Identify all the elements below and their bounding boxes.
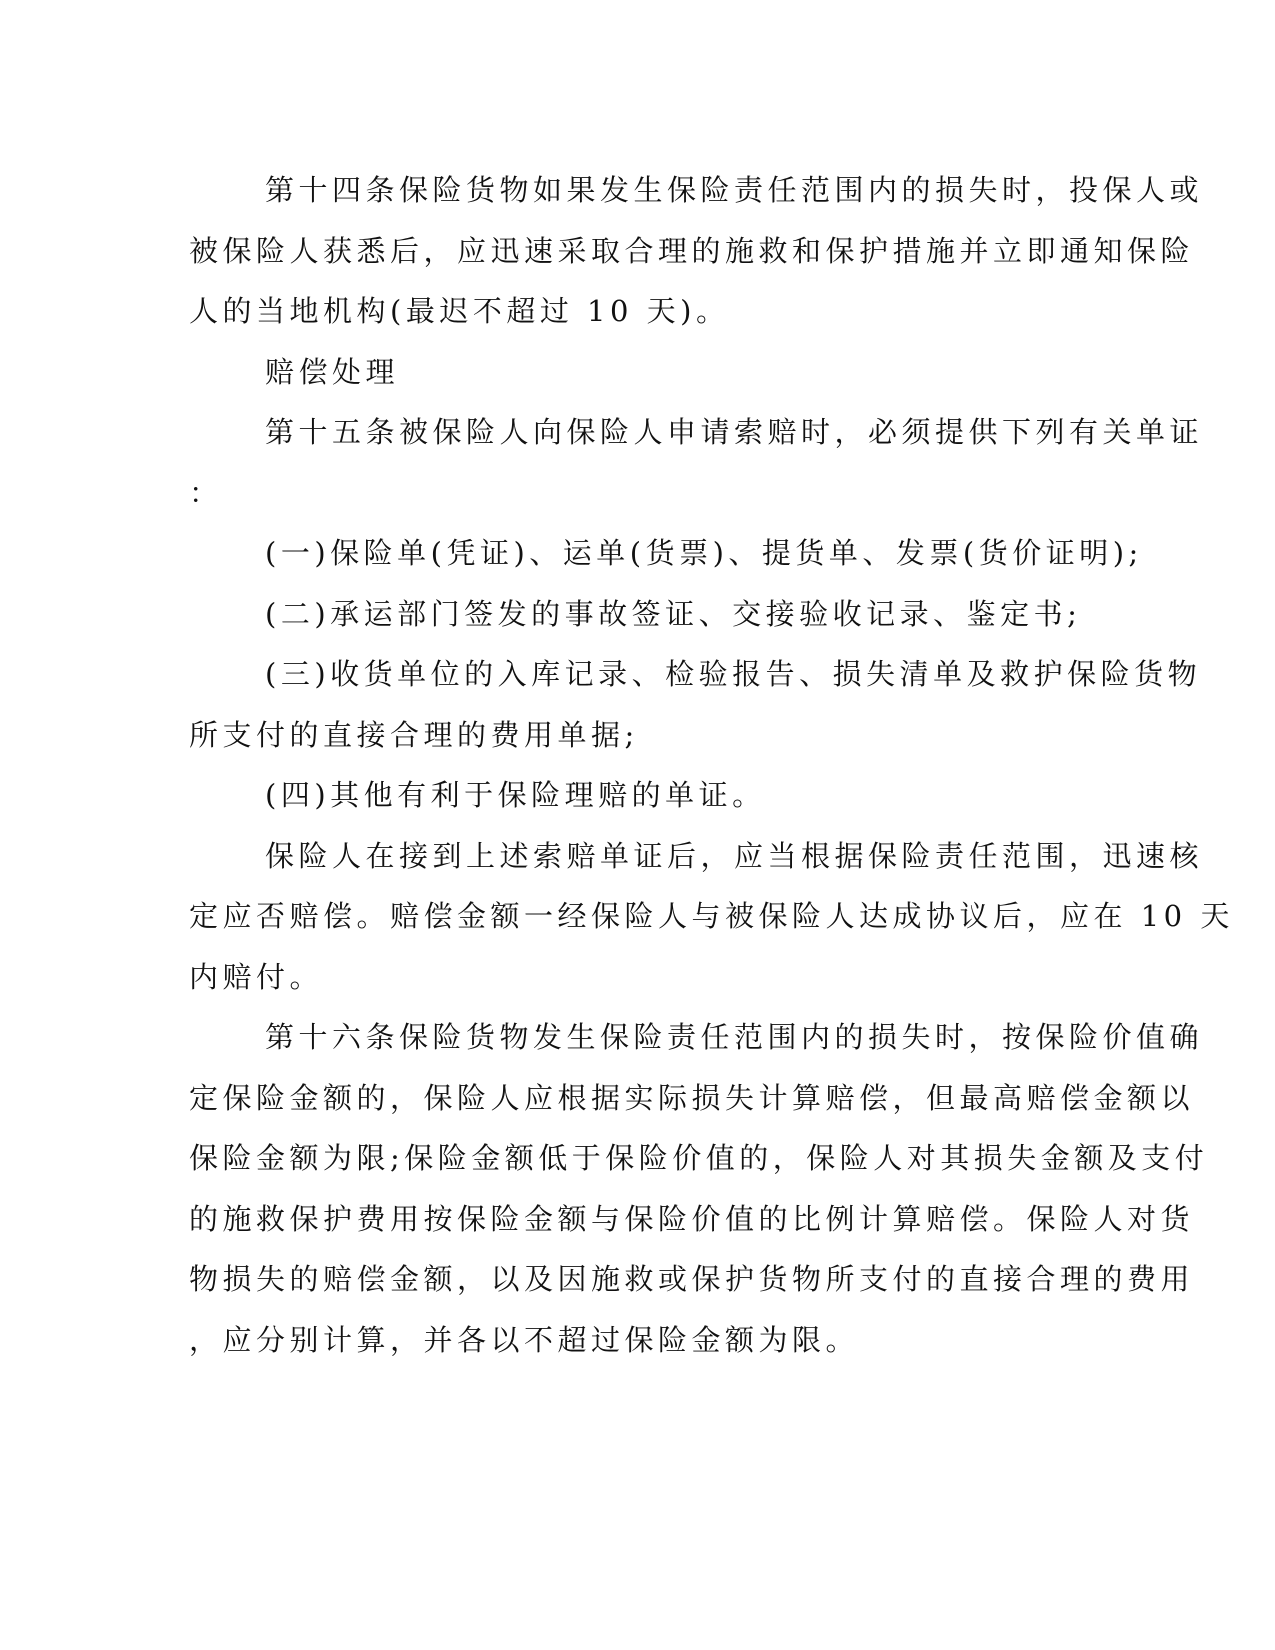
- list-item: (二)承运部门签发的事故签证、交接验收记录、鉴定书;: [265, 596, 1082, 631]
- text-line: 定应否赔偿。赔偿金额一经保险人与被保险人达成协议后，应在 10 天: [189, 899, 1234, 933]
- document-body: [189, 160, 1234, 1370]
- text-line: 第十六条保险货物发生保险责任范围内的损失时，按保险价值确: [265, 1020, 1204, 1054]
- text-line: 人的当地机构(最迟不超过 10 天)。: [189, 294, 730, 328]
- section-heading: 赔偿处理: [265, 354, 400, 389]
- text-line: 物损失的赔偿金额，以及因施救或保护货物所支付的直接合理的费用: [189, 1262, 1195, 1296]
- list-item: (三)收货单位的入库记录、检验报告、损失清单及救护保险货物: [265, 657, 1202, 691]
- text-line: 保险金额为限;保险金额低于保险价值的，保险人对其损失金额及支付: [189, 1141, 1209, 1175]
- list-item-continuation: 所支付的直接合理的费用单据;: [189, 717, 639, 752]
- list-item: (四)其他有利于保险理赔的单证。: [265, 778, 766, 812]
- text-line: 被保险人获悉后，应迅速采取合理的施救和保护措施并立即通知保险: [189, 233, 1195, 268]
- text-line: ：: [189, 475, 223, 510]
- text-line: ，应分别计算，并各以不超过保险金额为限。: [189, 1322, 860, 1357]
- text-line: 的施救保护费用按保险金额与保险价值的比例计算赔偿。保险人对货: [189, 1201, 1195, 1236]
- list-item: (一)保险单(凭证)、运单(货票)、提货单、发票(货价证明);: [265, 536, 1143, 570]
- text-line: 保险人在接到上述索赔单证后，应当根据保险责任范围，迅速核: [265, 838, 1204, 873]
- text-line: 第十五条被保险人向保险人申请索赔时，必须提供下列有关单证: [265, 415, 1204, 449]
- text-line: 第十四条保险货物如果发生保险责任范围内的损失时，投保人或: [265, 173, 1204, 207]
- text-line: 定保险金额的，保险人应根据实际损失计算赔偿，但最高赔偿金额以: [189, 1080, 1195, 1115]
- text-line: 内赔付。: [189, 959, 324, 994]
